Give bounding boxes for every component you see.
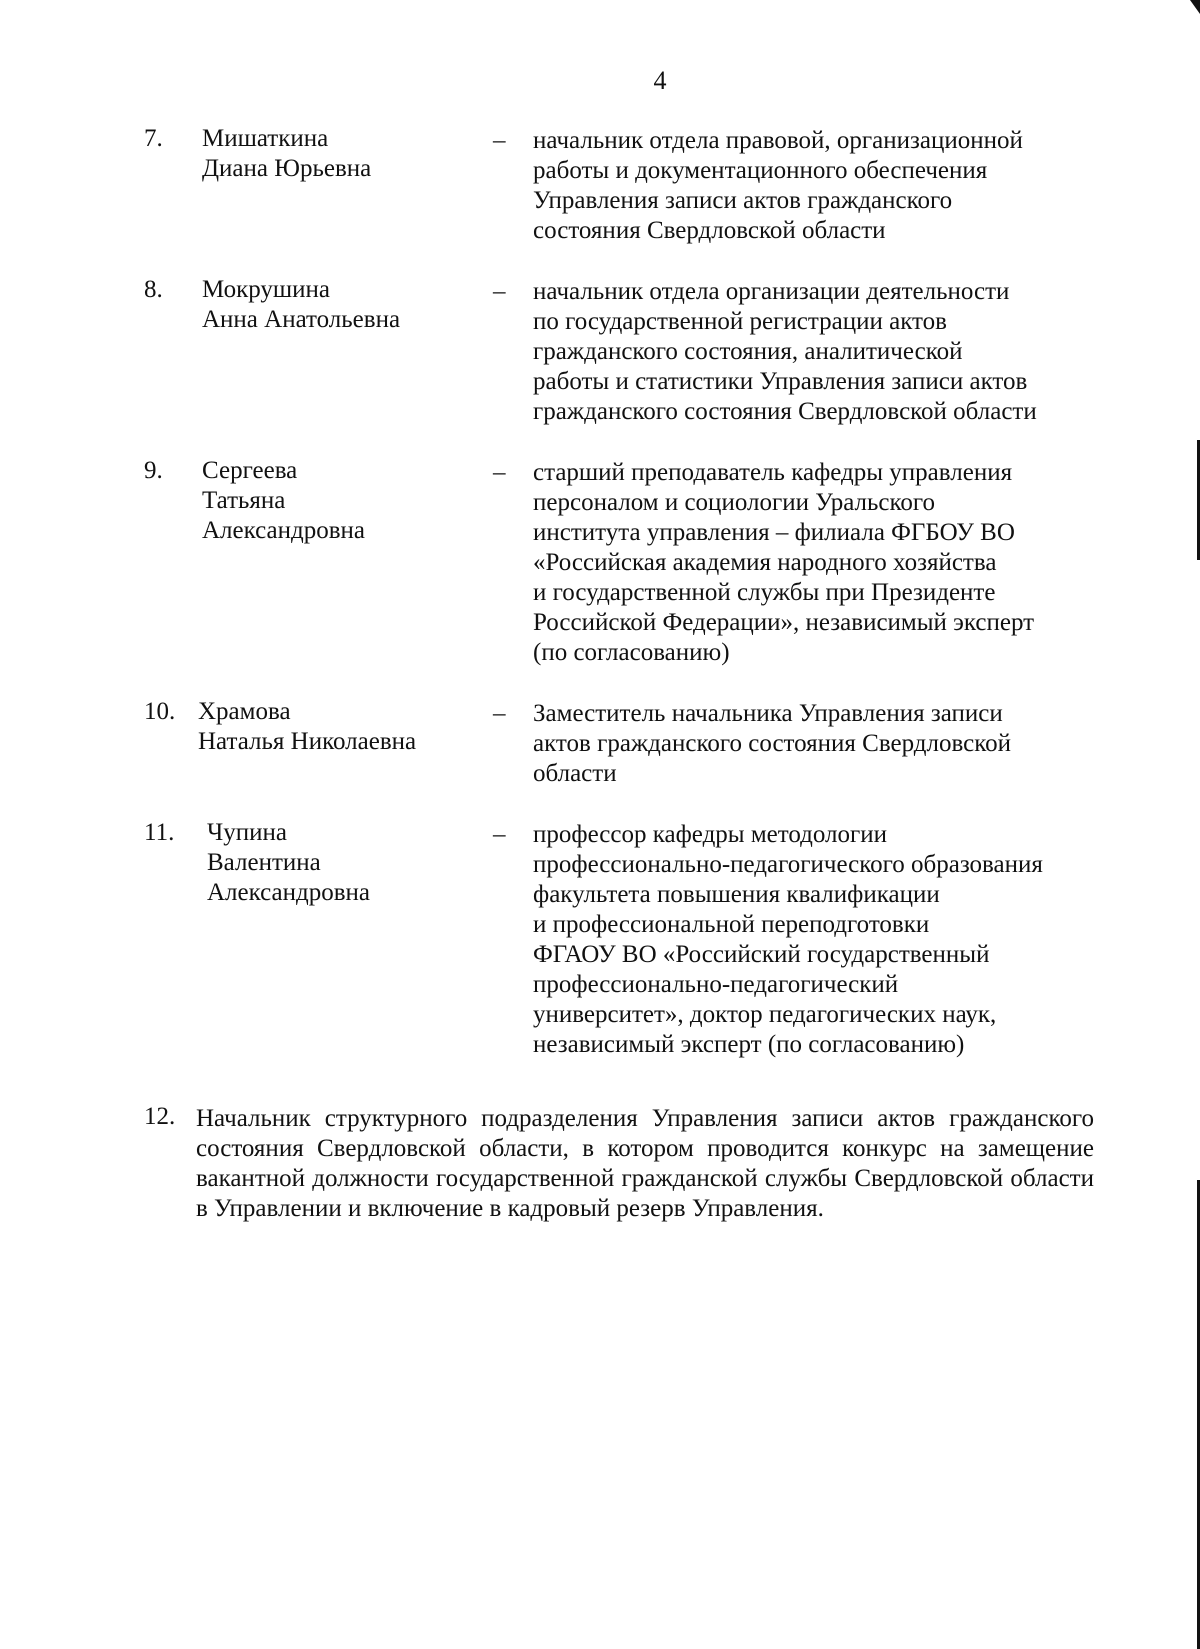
member-name-line: Наталья Николаевна (198, 728, 417, 755)
page-number: 4 (653, 66, 667, 95)
member-position-line: по государственной регистрации актов (533, 308, 947, 335)
member-name-line: Храмова (198, 698, 291, 725)
member-position-line: (по согласованию) (533, 639, 730, 666)
member-position-line: персоналом и социологии Уральского (533, 489, 936, 516)
member-position-line: начальник отдела правовой, организационной (533, 127, 1023, 154)
member-name-line: Александровна (207, 879, 371, 906)
member-index: 8. (144, 276, 163, 303)
member-position-line: независимый эксперт (по согласованию) (533, 1031, 965, 1058)
member-name-line: Мишаткина (202, 125, 329, 152)
scan-corner-mark (1190, 0, 1200, 14)
member-dash: – (493, 459, 506, 486)
member-position-line: гражданского состояния Свердловской области (533, 398, 1037, 425)
member-position-line: факультета повышения квалификации (533, 881, 940, 908)
member-dash: – (493, 821, 506, 848)
member-dash: – (493, 700, 506, 727)
member-dash: – (493, 127, 506, 154)
member-position-line: Российской Федерации», независимый эксперт (533, 609, 1035, 636)
member-position-line: профессионально-педагогического образования (533, 851, 1043, 878)
member-name-line: Валентина (207, 849, 321, 876)
member-name (207, 818, 477, 908)
member-position-line: работы и статистики Управления записи актов (533, 368, 1028, 395)
member-name (202, 124, 472, 184)
member-position-line: университет», доктор педагогических наук, (533, 1001, 997, 1028)
member-position-line: актов гражданского состояния Свердловской (533, 730, 1011, 757)
member-position-line: работы и документационного обеспечения (533, 157, 988, 184)
member-index: 10. (144, 698, 176, 725)
member-position (533, 699, 1103, 789)
member-name-line: Мокрушина (202, 276, 331, 303)
member-position-line: гражданского состояния, аналитической (533, 338, 963, 365)
member-position (533, 458, 1103, 668)
member-name (198, 697, 468, 757)
member-position-line: Управления записи актов гражданского (533, 187, 953, 214)
member-name-line: Александровна (202, 517, 366, 544)
member-index: 9. (144, 457, 163, 484)
member-index: 11. (144, 819, 175, 846)
member-position-line: старший преподаватель кафедры управления (533, 459, 1013, 486)
member-position-line: и профессиональной переподготовки (533, 911, 930, 938)
member-name-line: Чупина (207, 819, 287, 846)
member-dash: – (493, 278, 506, 305)
member-index: 7. (144, 125, 163, 152)
member-position-line: профессор кафедры методологии (533, 821, 888, 848)
member-position (533, 277, 1103, 427)
member-name-line: Татьяна (202, 487, 286, 514)
member-position (533, 126, 1103, 246)
member-position-line: и государственной службы при Президенте (533, 579, 996, 606)
member-position-line: начальник отдела организации деятельности (533, 278, 1010, 305)
final-item-index: 12. (144, 1103, 176, 1130)
member-position-line: ФГАОУ ВО «Российский государственный (533, 941, 990, 968)
member-position (533, 820, 1103, 1060)
final-item-text: Начальник структурного подразделения Управления записи актов гражданского состояния Свердловской области, в котором проводится конкурс на замещение вакантной должности государственной гражданской службы Свердловской области в Управлении и включение в кадровый резерв Управления. (196, 1105, 1094, 1222)
member-position-line: состояния Свердловской области (533, 217, 886, 244)
member-name-line: Сергеева (202, 457, 298, 484)
member-name (202, 275, 472, 335)
member-position-line: «Российская академия народного хозяйства (533, 549, 997, 576)
member-position-line: профессионально-педагогический (533, 971, 899, 998)
member-position-line: института управления – филиала ФГБОУ ВО (533, 519, 1015, 546)
member-position-line: Заместитель начальника Управления записи (533, 700, 1003, 727)
member-name (202, 456, 472, 546)
member-position-line: области (533, 760, 617, 787)
member-name-line: Диана Юрьевна (202, 155, 372, 182)
member-name-line: Анна Анатольевна (202, 306, 401, 333)
